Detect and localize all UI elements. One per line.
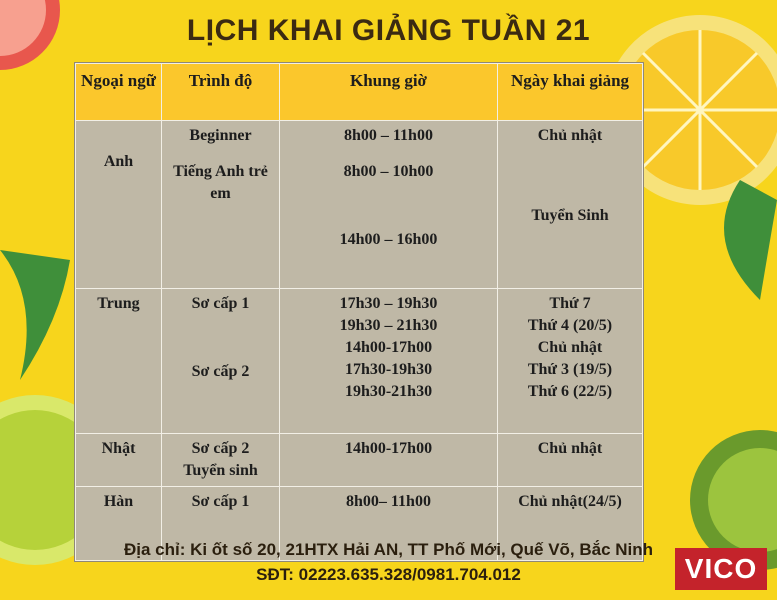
header-level: Trình độ — [162, 64, 280, 121]
cell-start-date: Chủ nhật — [498, 434, 643, 487]
address-text: Địa chỉ: Ki ốt số 20, 21HTX Hải AN, TT Phố Mới, Quế Võ, Bắc Ninh — [123, 540, 654, 559]
cell-time: 14h00-17h00 — [280, 434, 498, 487]
cell-time: 8h00 – 11h00 8h00 – 10h00 14h00 – 16h00 — [280, 121, 498, 289]
table-row — [76, 289, 643, 434]
cell-time: 17h30 – 19h30 19h30 – 21h30 14h00-17h00 17h30-19h30 19h30-21h30 — [280, 289, 498, 434]
cell-time: 8h00– 11h00 — [280, 487, 498, 561]
cell-level: Sơ cấp 1 — [162, 487, 280, 561]
cell-language: Trung — [76, 289, 162, 434]
brand-logo — [675, 548, 767, 590]
table-row — [76, 121, 643, 289]
cell-start-date: Chủ nhật(24/5) — [498, 487, 643, 561]
cell-language: Nhật — [76, 434, 162, 487]
cell-start-date: Chủ nhật Tuyển Sinh — [498, 121, 643, 289]
schedule-table — [74, 62, 644, 562]
cell-level: Sơ cấp 1 Sơ cấp 2 — [162, 289, 280, 434]
cell-language: Anh — [76, 121, 162, 289]
header-language: Ngoại ngữ — [76, 64, 162, 121]
header-time: Khung giờ — [280, 64, 498, 121]
cell-level: Sơ cấp 2 Tuyển sinh — [162, 434, 280, 487]
cell-start-date: Thứ 7 Thứ 4 (20/5) Chủ nhật Thứ 3 (19/5) Thứ 6 (22/5) — [498, 289, 643, 434]
page-title: LỊCH KHAI GIẢNG TUẦN 21 — [186, 14, 591, 47]
phone-text: SĐT: 02223.635.328/0981.704.012 — [256, 565, 521, 584]
table-header-row — [76, 64, 643, 121]
table-row — [76, 434, 643, 487]
cell-language: Hàn — [76, 487, 162, 561]
logo-text: VICO — [684, 553, 758, 584]
header-start-date: Ngày khai giảng — [498, 64, 643, 121]
cell-level: Beginner Tiếng Anh trẻ em — [162, 121, 280, 289]
